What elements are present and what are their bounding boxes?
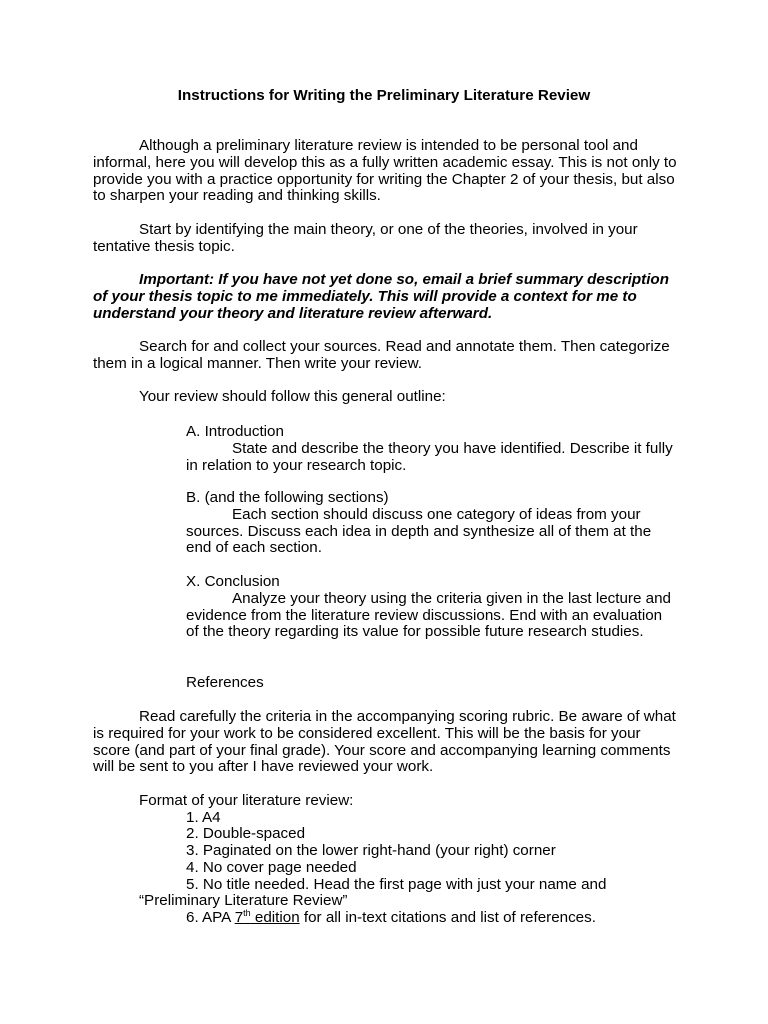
paragraph-search: Search for and collect your sources. Read and annotate them. Then categorize them in a logical manner. Then write your review. bbox=[93, 338, 670, 372]
outline-introduction-heading: A. Introduction bbox=[186, 423, 284, 440]
outline-conclusion bbox=[186, 574, 678, 641]
outline-conclusion-body: Analyze your theory using the criteria given in the last lecture and evidence from the literature review discussions. End with an evaluation of the theory regarding its value for possible future research studies. bbox=[186, 589, 671, 641]
format-item-5-continued: “Preliminary Literature Review” bbox=[139, 892, 348, 909]
outline-sections bbox=[186, 490, 678, 557]
paragraph-start: Start by identifying the main theory, or one of the theories, involved in your tentative thesis topic. bbox=[93, 221, 638, 255]
paragraph-outline-intro: Your review should follow this general outline: bbox=[139, 388, 446, 405]
format-item-2: 2. Double-spaced bbox=[186, 825, 306, 842]
format-item-6-suffix: for all in-text citations and list of references. bbox=[299, 909, 596, 926]
outline-introduction-body: State and describe the theory you have identified. Describe it fully in relation to your research topic. bbox=[186, 439, 673, 474]
outline-introduction bbox=[186, 424, 678, 474]
format-item-6 bbox=[186, 907, 596, 927]
outline-references: References bbox=[186, 674, 264, 691]
outline-sections-body: Each section should discuss one category of ideas from your sources. Discuss each idea in depth and synthesize all of them at the end of each section. bbox=[186, 505, 652, 557]
important-note: Important: If you have not yet done so, email a brief summary description of your thesis topic to me immediately. This will provide a context for me to understand your theory and literature review afterward. bbox=[93, 271, 669, 322]
format-item-6-prefix: 6. APA bbox=[186, 909, 235, 926]
format-item-4: 4. No cover page needed bbox=[186, 859, 357, 876]
document-title: Instructions for Writing the Preliminary Literature Review bbox=[177, 87, 591, 104]
apa-edition-superscript: th bbox=[243, 907, 251, 918]
format-item-3: 3. Paginated on the lower right-hand (your right) corner bbox=[186, 842, 556, 859]
paragraph-criteria: Read carefully the criteria in the accompanying scoring rubric. Be aware of what is required for your work to be considered excellent. This will be the basis for your score (and part of your final grade). Your score and accompanying learning comments will be sent to you after I have reviewed your work. bbox=[93, 708, 676, 776]
outline-sections-heading: B. (and the following sections) bbox=[186, 489, 389, 506]
apa-edition-number: 7 bbox=[234, 909, 244, 926]
format-heading: Format of your literature review: bbox=[139, 792, 354, 809]
apa-edition-link-text bbox=[235, 909, 300, 926]
format-item-5: 5. No title needed. Head the first page with just your name and bbox=[186, 876, 607, 893]
paragraph-intro: Although a preliminary literature review is intended to be personal tool and informal, here you will develop this as a fully written academic essay. This is not only to provide you with a practice opportunity for writing the Chapter 2 of your thesis, but also to sharpen your reading and thinking skills. bbox=[93, 137, 677, 205]
format-item-1: 1. A4 bbox=[186, 809, 221, 826]
apa-edition-word: edition bbox=[250, 909, 300, 926]
outline-conclusion-heading: X. Conclusion bbox=[186, 573, 280, 590]
